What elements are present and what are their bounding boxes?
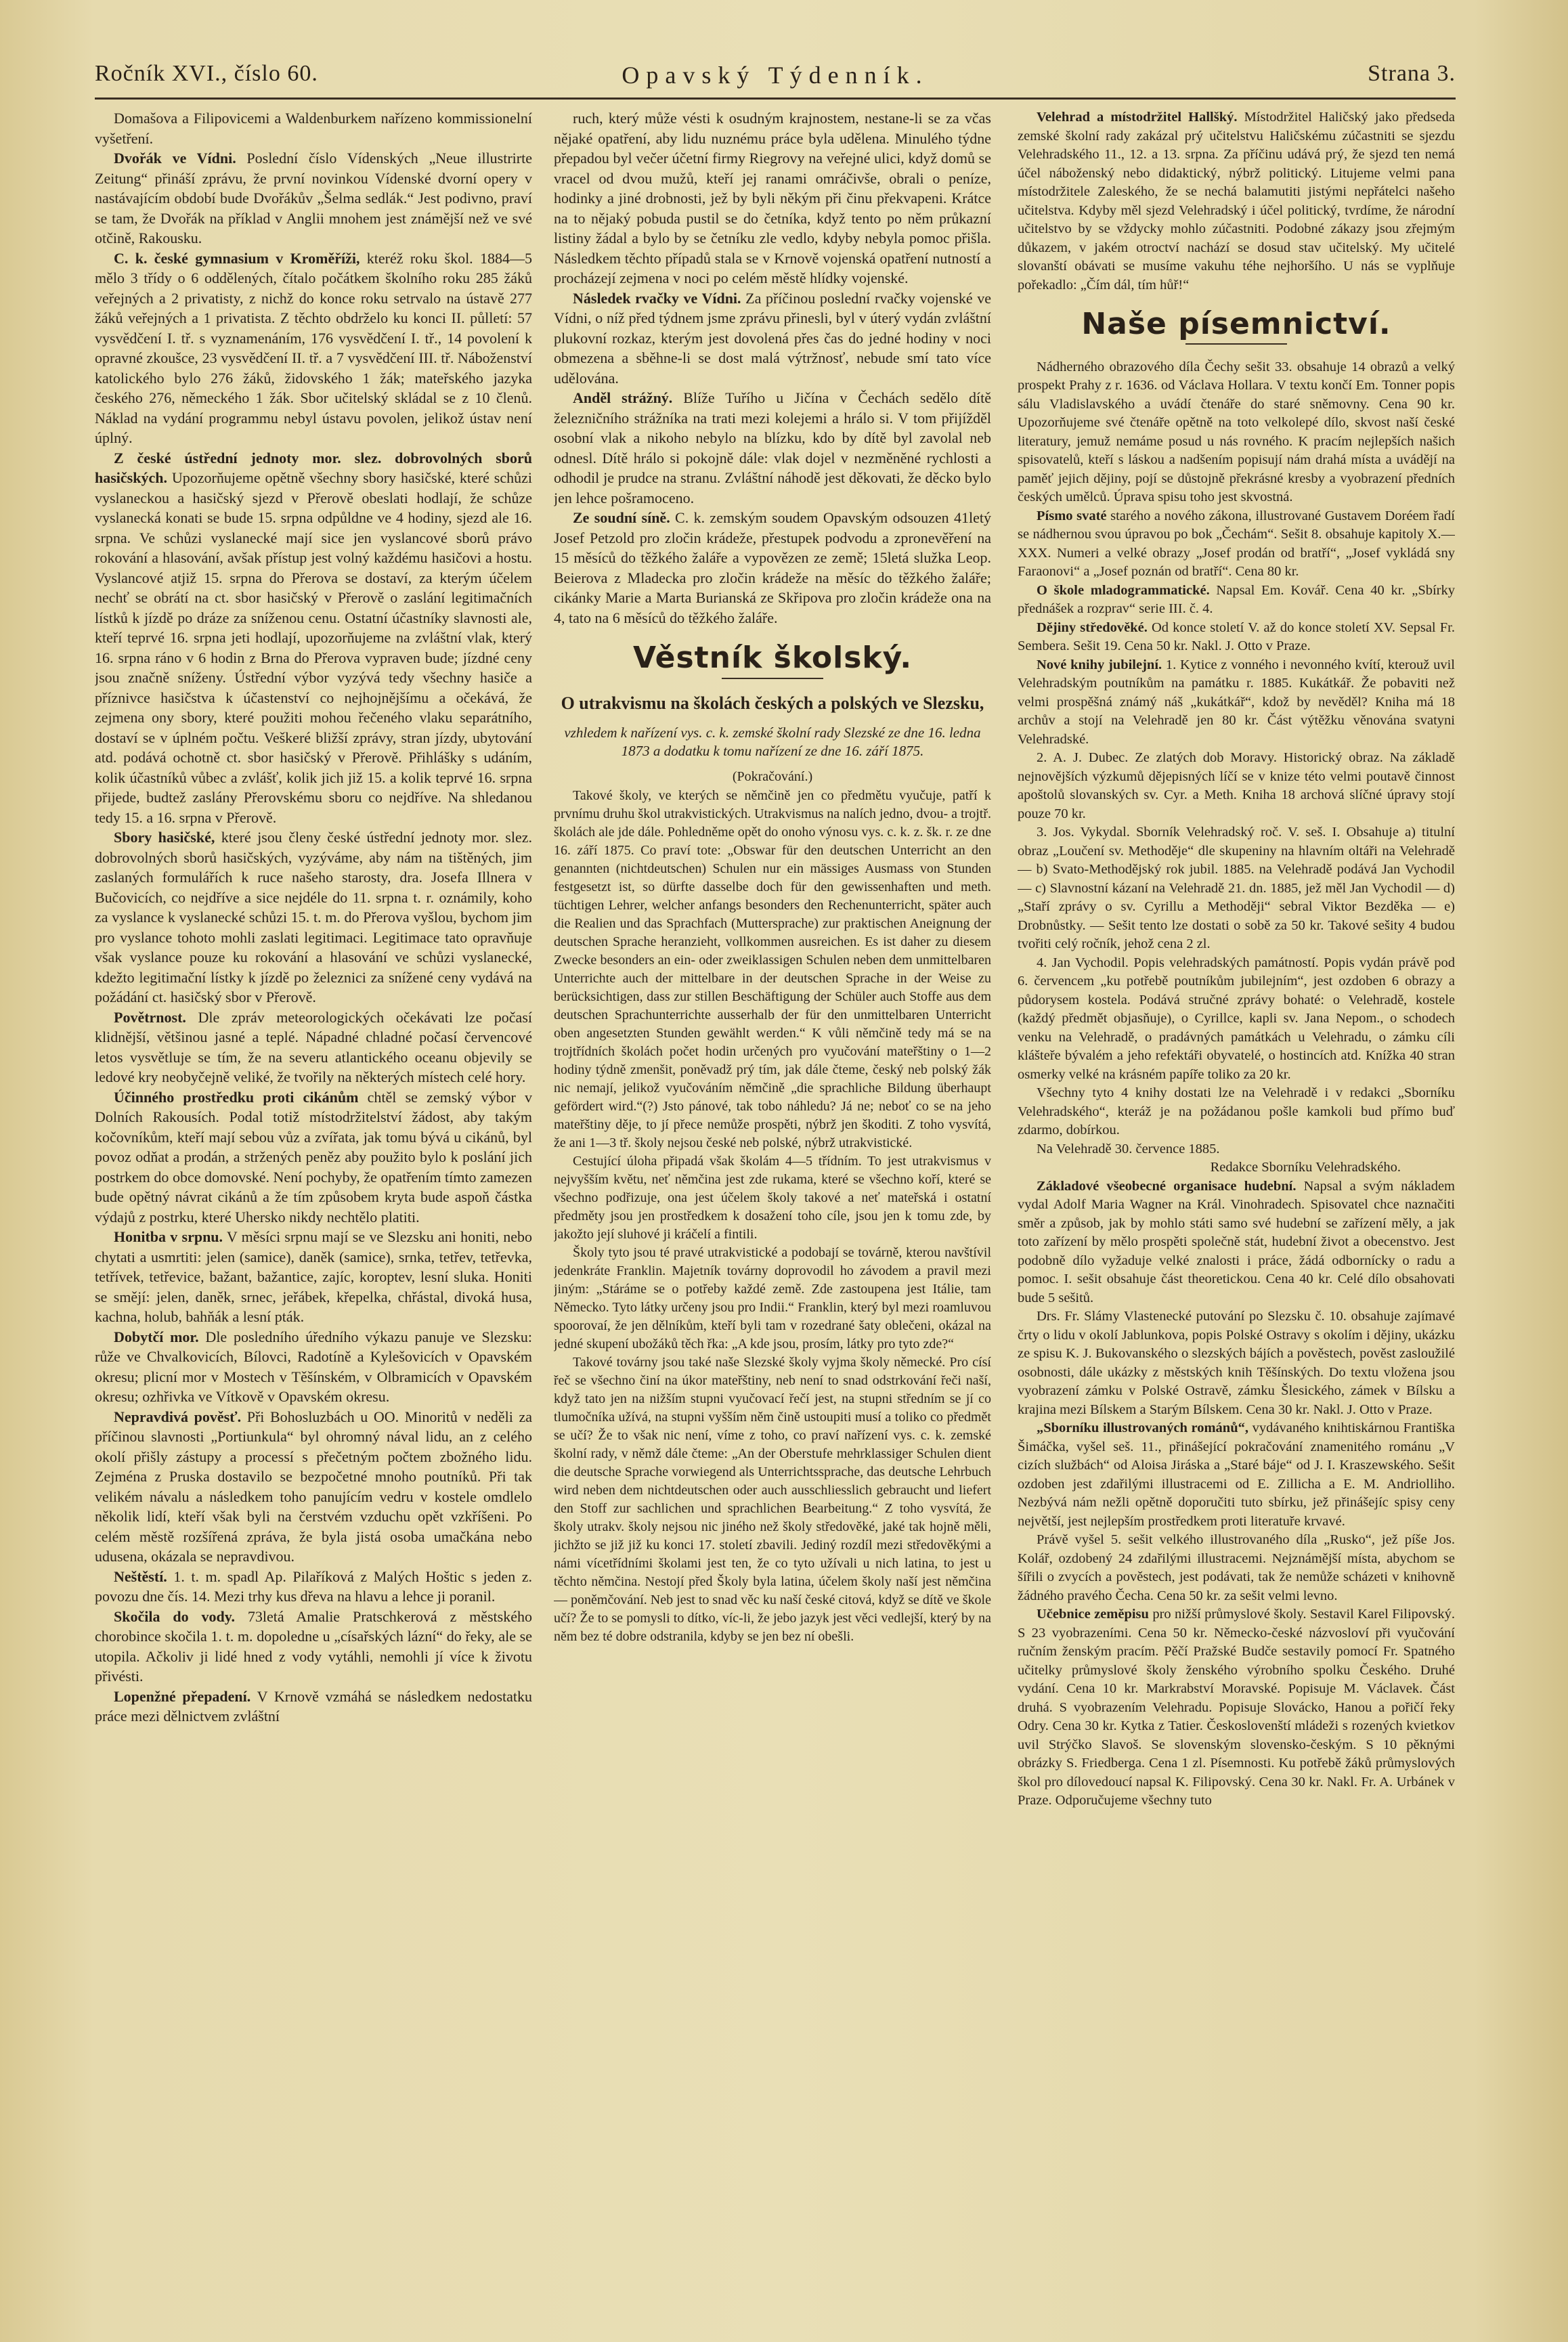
local-news-continued: [554, 108, 991, 628]
paragraph: [1018, 1531, 1455, 1605]
paragraph-heading: Následek rvačky ve Vídni.: [573, 289, 741, 307]
paragraph: [1018, 108, 1455, 295]
paragraph-text: Od konce století V. až do konce století XV. Sepsal Fr. Sembera. Sešit 19. Cena 50 kr. Nakl. J. Otto v Praze.: [1018, 620, 1455, 653]
paragraph: [95, 448, 532, 828]
paragraph-text: Blíže Tuřího u Jičína v Čechách sedělo dítě železničního strážníka na trati mezi kolejemi a hrálo si. V tom přijížděl osobní vlak a nikoho nebylo na blízku, kdo by dítě byl zavolal neb odnesl. Dítě hrálo si pokojně dále: vlak dojel v nezměněné rychlosti a odhodil je prudce na stranu. Zvláštní náhodě jest děkovati, že děcko bylo jen lehce pošramoceno.: [554, 389, 991, 506]
paragraph-text: 4. Jan Vychodil. Popis velehradských památností. Popis vydán právě pod 6. červencem „ku potřebě poutníkům jubilejním“, jest ozdoben 6 obrazy a půdorysem kostela. Podává stručné zprávy bohaté: o Velehradě, kostele (každý předmět objasňuje), o Cyrillce, kapli sv. Jana Nepom., o schodech venku na Velehradě, o pradávných památkách u Velehradu, o zámku cíli klášteře bývalém a jeho refektáři obyvatelé, o hostincích atd. Knížka 40 stran osmerky velké na krásném papíře toliko za 20 kr.: [1018, 955, 1455, 1082]
paragraph-text: Napsal a svým nákladem vydal Adolf Maria Wagner na Král. Vinohradech. Spisovatel chce naznačiti směr a způsob, jak by mohlo státi samo své hudební se zařízení měly, a jak toto zařízení by mělo prospěti společně stát, hudební život a obecenstvo. Jest podobně dílo vyžaduje velké znalosti i práce, žádá odbornícky o radu a pomoc. I. sešit obsahuje část theoretickou. Cena 40 kr. Celé dílo obsahovati bude 5 sešitů.: [1018, 1178, 1455, 1305]
paragraph: [554, 288, 991, 389]
paragraph-heading: Velehrad a místodržitel Hallšký.: [1037, 110, 1238, 125]
paragraph-text: C. k. zemským soudem Opavským odsouzen 41letý Josef Petzold pro zločin krádeže, přestupek podvodu a zpronevěření na 15 měsíců do těžkého žaláře a vypovězen ze země; 15letá služka Leop. Beierova z Mladecka pro zločin krádeže na měsíc do těžkého žaláře; cikánky Marie a Marta Burianská ze Skřipova pro zločin krádeže ona na 4, tato na 6 měsíců do těžkého žaláře.: [554, 509, 991, 626]
paragraph-heading: Nové knihy jubilejní.: [1037, 657, 1162, 672]
paragraph-text: které jsou členy české ústřední jednoty mor. slez. dobrovolných sborů hasičských, vyzýváme, aby nám na tištěných, jim zaslaných formulářích k ruce našeho starosty, dra. Josefa Illnera v Bučovicích, co nejdříve a sice nejdéle do 11. srpna t. r. oznámily, koho za vyslance k vyslanecké schůzi 15. t. m. do Přerova vyšlou, bychom jim pro vyslance tohoto mohli zaslati legitimaci. Legitimace tato opravňuje však vyslance pouze ku rokování a hlasování ve schůzi vyslanecké, kdežto legitimační lístky k jízdě po železnici za snížené ceny vydává na požádání ct. hasičský sbor v Přerově.: [95, 829, 532, 1005]
paragraph: [95, 1007, 532, 1087]
paragraph: [554, 108, 991, 288]
paragraph: [1018, 1177, 1455, 1308]
paragraph: [1018, 1158, 1455, 1177]
school-section-title: Věstník školský.: [632, 641, 913, 675]
paragraph: [1018, 1605, 1455, 1810]
paragraph-heading: Dobytčí mor.: [114, 1328, 199, 1345]
section-divider: [722, 678, 823, 679]
paragraph-text: chtěl se zemský výbor v Dolních Rakousích. Podal totiž místodržitelství žádost, aby takým kočovníkům, kteří mají sebou vůz a zvířata, jak tomu bývá u cikánů, byl povoz odňat a prodán, a stržených peněz aby použito bylo k poslání jich postrkem do obce domovské. Není pochyby, že opatřením tímto zamezen bude opětný návrat cikánů a že tím způsobem kryta bude aspoň částka výdajů z postrku, které Uhersko nikdy nechtělo platiti.: [95, 1088, 532, 1226]
paragraph-text: Za příčinou poslední rvačky vojenské ve Vídni, o níž před týdnem jsme zprávu přinesli, byl v úterý vydán zvláštní plukovní rozkaz, kterým jest dovolená přes čas do jedné hodiny v noci obmezena a sběhne-li se dost malá výtržnosť, nebude smí tato více udělována.: [554, 289, 991, 387]
paragraph: Školy tyto jsou té pravé utrakvistické a podobají se továrně, kterou navštívil jedenkráte Franklin. Majetník továrny doprovodil ho závodem a pravil mezi jiným: „Stáráme se o potřeby každé země. Zde zastoupena jest Itálie, tam Německo. Tyto látky určeny jsou pro Indii.“ Franklin, který byl mezi roamluvou spoorovaí, že jen dělníkům, kteří byli tam v rozedrané šaty oblečeni, okázal na jedné skupení ubožáků těch řka: „A kde jsou, prosím, látky pro tyto zde?“: [554, 1245, 991, 1351]
paragraph: [95, 1567, 532, 1607]
paragraph-heading: Účinného prostředku proti cikánům: [114, 1088, 359, 1106]
page-number: Strana 3.: [1368, 61, 1456, 86]
paragraph-heading: Z české ústřední jednoty mor. slez. dobrovolných sborů hasičských.: [95, 449, 532, 486]
paragraph-heading: Dvořák ve Vídni.: [114, 150, 236, 167]
paragraph-text: V Krnově vzmáhá se následkem nedostatku práce mezi dělnictvem zvláštní: [95, 1687, 532, 1725]
paragraph-text: 1. t. m. spadl Ap. Pilaříková z Malých Hoštic s jeden z. povozu dne čís. 14. Mezi trhy kus dřeva na hlavu a lehce ji poranil.: [95, 1567, 532, 1605]
section-divider: [1185, 343, 1287, 345]
paragraph-heading: Dějiny středověké.: [1037, 620, 1148, 635]
page-header: [95, 60, 1456, 100]
newspaper-title: Opavský Týdenník.: [622, 62, 929, 89]
paragraph-text: Redakce Sborníku Velehradského.: [1210, 1160, 1401, 1175]
school-article-body: [554, 787, 991, 1646]
paragraph-text: Dle posledního úředního výkazu panuje ve Slezsku: růže ve Chvalkovicích, Bílovci, Radotíně a Kylešovicích v Opavském okresu; plicní mor v Mostech v Těšínském, v Olbramicích v Opavském okresu; ozhřivka ve Vítkově v Opavském okresu.: [95, 1328, 532, 1405]
paragraph-heading: Sbory hasičské,: [114, 829, 215, 846]
school-article-title: O utrakvismu na školách českých a polských ve Slezsku,: [561, 693, 984, 713]
paragraph-text: Místodržitel Haličský jako předseda zemské školní rady zakázal prý učitelstvu Haličskému zúčastniti se sjezdu Velehradského 11., 12. a 13. srpna. Za příčinu udává prý, že sjezd ten nemá účel náboženský nebo didaktický, nýbrž politický. Litujeme velmi pana místodržitele Zaleského, že se nechá balamutiti jistými nepřátelci našeho učitelstva. Kdyby měl sjezd Velehradský i účel politický, tvrdíme, že národní učitelstvo by se vždycky mohlo zúčastniti. Podobné zákazy jsou zřejmým důkazem, v jakém otroctví nachází se dosud stav učitelský. My učitelé slovanští obávati se musíme vakuhu téhe nejhoršího. U nás se vyplňuje pořekadlo: „Čím dál, tím hůř!“: [1018, 110, 1455, 292]
paragraph-text: V měsíci srpnu mají se ve Slezsku ani honiti, nebo chytati a usmrtiti: jelen (samice), daněk (samice), srnka, tetřev, tetřevka, tetřívek, tetřevice, bažant, bažantice, zajíc, koroptev, lesní sluka. Honiti se smějí: jelen, daněk, srnec, jeřábek, křepelka, chřástal, divoká husa, kachna, holub, bahňák a lesní pták.: [95, 1228, 532, 1325]
literature-section-title: Naše písemnictví.: [1081, 307, 1391, 341]
paragraph: [1018, 358, 1455, 507]
paragraph-heading: Písmo svaté: [1037, 508, 1107, 523]
paragraph-heading: Ze soudní síně.: [573, 509, 670, 526]
column-left: [95, 108, 532, 2309]
paragraph: [1018, 582, 1455, 619]
paragraph-text: ruch, který může vésti k osudným krajnostem, nestane-li se za včas nějaké opatření, aby lidu nuznému práce byla udělena. Minulého týdne přepadou byl večer účetní firmy Riegrovy na veřejné ulici, když domů se vracel od dvou mužů, kteří jej ranami omráčivše, obrali o peníze, hodinky a jiné drobnosti, jež by byli někým při činu překvapeni. Krátce na to nějaký pobuda pustil se do četníka, když tento po něm průkazní listiny žádal a bylo by se četníku zle vedlo, kdyby nebyla pomoc přišla. Následkem těchto případů stala se v Krnově vojenská opatření nutností a procházejí zejmena v noci po celém městě hlídky vojenské.: [554, 110, 991, 286]
paragraph-text: Dle zpráv meteorologických očekávati lze počasí klidnější, většinou jasné a teplé. Nápadné chladné počasí červencové letos vysvětluje se tím, že na severu atlantického oceanu objevily se ledové kry neobyčejně veliké, že tvořily na některých místech celé hory.: [95, 1008, 532, 1085]
paragraph: [1018, 823, 1455, 954]
paragraph-text: vydávaného knihtiskárnou Františka Šimáčka, vyšel seš. 11., přinášející pokračování znamenitého románu „V cizích službách“ od Aloisa Jiráska a „Staré báje“ od J. I. Kraszewského. Sešit ozdoben jest zdařilými illustracemi od E. Zillicha a E. M. Andriolliho. Nezbývá nám nežli opětně doporučiti tuto sbírku, jež přinášejíc spisy ceny největší, jest nejlepším prostředkem proti literatuře krvavé.: [1018, 1421, 1455, 1529]
paragraph-heading: Základové všeobecné organisace hudební.: [1037, 1178, 1297, 1194]
paragraph: [95, 1087, 532, 1228]
paragraph-text: 3. Jos. Vykydal. Sborník Velehradský roč. V. seš. I. Obsahuje a) titulní obraz „Loučení sv. Methoděje“ dle skupeniny na hlavním oltáři na Velehradě — b) Svato-Methodějský rok jubil. 1885. na Velehradě podává Jan Vychodil — c) Slavnostní kázaní na Velehradě 21. dn. 1885, jež měl Jan Vychodil — d) „Staří zprávy o sv. Cyrillu a Methoději“ sebral Viktor Bezděka — e) Drobnůstky. — Sešit tento lze dostati o sobě za 50 kr. Takové sešity 4 budou tvořiti celý ročník, jehož cena 2 zl.: [1018, 825, 1455, 951]
paragraph: [1018, 1419, 1455, 1531]
paragraph-text: kteréž roku škol. 1884—5 mělo 3 třídy o 6 oddělených, čítalo počátkem školního roku 285 žáků veřejných a 2 privatisty, z nichž do konce roku setrvalo na ústavě 277 žáků veřejných a 1 privatista. Z těchto obdrželo ku konci II. půlletí: 57 vysvědčení I. tř. s vyznamenáním, 176 vysvědčení I. tř., 14 povolení k opravné zkoušce, 23 vysvědčení II. tř. a 7 vysvědčení III. tř. Náboženství katolického bylo 276 žáků, židovského 1 žák; mateřského jazyka českého 276, německého 1 žák. Sbor učitelský skládal se z 10 členů. Náklad na vydání programmu nebyl ústavu povolen, jelikož ústav není úplný.: [95, 249, 532, 446]
paragraph: [95, 248, 532, 448]
paragraph-text: Na Velehradě 30. července 1885.: [1037, 1141, 1220, 1156]
column-right: [1018, 108, 1455, 2309]
paragraph-text: Domašova a Filipovicemi a Waldenburkem nařízeno kommissionelní vyšetření.: [95, 110, 532, 147]
paragraph-text: Drs. Fr. Slámy Vlastenecké putování po Slezsku č. 10. obsahuje zajímavé črty o lidu v okolí Jablunkova, popis Polské Ostravy s okolím i dějiny, ukázku ze spisu K. J. Bukovanského o slezských bájích a pověstech, pověst zasloužilé osobnosti, dále ukázky z městských knih Těšínských. Do textu vložena jsou vyobrazení zámku v Polské Ostravě, zámku Šlesického, zámek v Bílsku a krajina mezi Bílskem a Starým Bílskem. Cena 30 kr. Nakl. J. Otto v Praze.: [1018, 1309, 1455, 1417]
paragraph: [95, 1227, 532, 1327]
paragraph: Takové školy, ve kterých se němčině jen co předmětu vyučuje, patří k prvnímu druhu škol utrakvistických. Utrakvismus na nalích jedno, dvou- a trojtř. školách ale jde dále. Pohledněme opět do onoho výnosu vys. c. k. z. šk. r. ze dne 16. září 1875. Co praví tote: „Obswar für den deutschen Unterricht an den genannten (nichtdeutschen) Schulen nur ein mässiges Ausmass von Stunden festgesetzt ist, so dürfte dasselbe doch für den gewissenhaften und meth. tüchtigen Lehrer, welcher anfangs besonders den Rechenunterricht, später auch die Realien und das Sprachfach (Muttersprache) zur praktischen Aneignung der deutschen Sprache heranzieht, vollkommen ausreichen. Es ist daher zu diesem Zwecke besonders an ein- oder zweiklassigen Schulen neben dem unmittelbaren Unterrichte auch der mittelbare in der deutschen Sprache in der Weise zu berücksichtigen, dass zur stillen Beschäftigung der Schüler auch Stoffe aus dem deutschen Sprachunterrichte ausserhalb der für den unmittelbaren Unterricht oben angesetzten Stunden gewählt werden.“ K vůli němčině tedy má se na trojtřídních školách počet hodin určených pro vyučování mateřštiny o 1—2 hodiny týdně zmenšit, poněvadž prý tím, jak dále čteme, český neb polský žák nic nemají, jelikož vyučováním němčině „die sprachliche Bildung überhaupt gefördert wird.“(?) Jsto pánové, tak tobo náhledu? Já ne; neboť co se na jeho mateřštiny děje, to jí přece nemůže prospěti, nýbrž jen škoditi. Z toho vysvítá, že ani 1—3 tř. školy nejsou české neb polské, nýbrž utrakvistické.: [554, 788, 991, 1150]
paragraph-heading: Neštěstí.: [114, 1567, 167, 1585]
paragraph-heading: Lopenžné přepadení.: [114, 1687, 251, 1705]
paragraph: [95, 1327, 532, 1407]
paragraph-text: Poslední číslo Vídenských „Neue illustrirte Zeitung“ přináší zprávu, že první novinkou Vídenské dvorní opery v nastávajícím období bude Dvořákův „Šelma sedlák.“ Jest podivno, praví se tam, že Dvořák na příklad v Anglii mnohem jest známější než ve své otčině, Rakousku.: [95, 150, 532, 246]
issue-info: Ročník XVI., číslo 60.: [95, 61, 318, 86]
paragraph-heading: Povětrnost.: [114, 1008, 186, 1026]
paragraph: [554, 508, 991, 628]
literature-body: [1018, 358, 1455, 1810]
paragraph-text: 73letá Amalie Pratschkerová z městského chorobince skočila 1. t. m. dopoledne u „císařských lázní“ do řeky, ale se utopila. Ačkoliv ji lidé hned z vody vytáhli, nemohli jí více k životu přivésti.: [95, 1607, 532, 1685]
paragraph: [1018, 619, 1455, 656]
paragraph: [1018, 1084, 1455, 1140]
paragraph: [95, 1607, 532, 1687]
continuation-mark: (Pokračování.): [732, 768, 813, 784]
paragraph-text: starého a nového zákona, illustrované Gustavem Doréem řadí se nádhernou svou úpravou po bok „Čechám“. Sešit 8. obsahuje kapitoly X.—XXX. Numeri a velké obrazy „Josef prodán od bratří“, „Josef vykládá sny Faraonovi“ a „Josef poznán od bratří“. Cena 80 kr.: [1018, 508, 1455, 579]
paragraph: [95, 1687, 532, 1727]
paragraph-heading: Učebnice zeměpisu: [1037, 1607, 1149, 1622]
paragraph-text: Napsal Em. Kovář. Cena 40 kr. „Sbírky přednášek a rozprav“ serie III. č. 4.: [1018, 582, 1455, 616]
column-middle: [554, 108, 991, 2309]
velehrad-news: [1018, 108, 1455, 295]
paragraph-heading: „Sborníku illustrovaných románů“,: [1037, 1421, 1248, 1435]
paragraph-heading: Anděl strážný.: [573, 389, 673, 406]
paragraph-heading: O škole mladogrammatické.: [1037, 582, 1210, 598]
paragraph: [1018, 656, 1455, 750]
paragraph: [1018, 1307, 1455, 1419]
paragraph: Takové továrny jsou také naše Slezské školy vyjma školy německé. Pro císí řeč se všechno činí na úkor mateřštiny, neb není to snad odstrkování řeči naší, když tato jen na nižším stupni vyučovací řečí jest, na stupni středním se jí co tlumočníka užívá, na stupni vyšším něm čině ustoupiti musí a toliko co předmět se učí? Že to však nic není, víme z toho, co praví nařízení vys. c. k. zemské školní rady, v němž dále čteme: „An der Oberstufe mehrklassiger Schulen dient die deutsche Sprache vorwiegend als Unterrichtssprache, das deutsche Lehrbuch wird neben dem nichtdeutschen oder auch ausschliesslich gebraucht und liefert den Stoff zur sachlichen und sprachlichen Bearbeitung.“ Z toho vysvítá, že školy utrakv. školy nejsou nic jiného než školy středověké, jaké tak hojně měli, jichžto se již již ku konci 17. století zbavili. Jediný rozdíl mezi středověkými a námi vícetřídními školami jest ten, že co tyto užívali u nich latina, to jest u těchto němčina. Nestojí před Školy byla latina, účelem školy naší jest němčina — poněmčování. Neb jest to snad věc ku naší české citová, když se dítě ve škole učí? Že to se pomysli to dítko, víc-li, že jebo jazyk jest věci vedlejší, který by na něm bez té dobre odstranila, kdyby se jen bez ní obešli.: [554, 1355, 991, 1644]
paragraph: [95, 108, 532, 148]
paragraph-heading: Nepravdivá pověsť.: [114, 1408, 242, 1425]
paragraph-text: Nádherného obrazového díla Čechy sešit 33. obsahuje 14 obrazů a velký prospekt Prahy z r. 1636. od Václava Hollara. V textu končí Em. Tonner popis sálu Vladislavského a uvádí čtenáře do staré sněmovny. Cena 90 kr. Upozorňujeme své čtenáře opětně na toto velkolepé dílo, skvost naší české literatury, jemuž nemáme posud u nás rovného. K pracím nejlepších našich spisovatelů, kteří s láskou a nadšením popisují nám drahá místa a uvádějí na paměť jejich dějiny, pojí se důstojně překrásné kresby a vyobrazení předních českých umělců. Úprava spisu toho jest skvostná.: [1018, 359, 1455, 504]
school-article-note: vzhledem k nařízení vys. c. k. zemské školní rady Slezské ze dne 16. ledna 1873 a dodatku k tomu nařízení ze dne 16. září 1875.: [564, 724, 981, 759]
paragraph-text: Upozorňujeme opětně všechny sbory hasičské, které schůzi vyslaneckou a hasičský sjezd v Přerově obeslati hodlají, že schůze vyslanecká konati se bude 15. srpna odpůldne ve 4 hodiny, sjezd ale 16. srpna. Ve schůzi vyslanecké mají sice jen vyslancové sborů právo rokování a hlasování, avšak přístup jest volný každému hasičovi a hostu. Vyslancové atjiž 15. srpna do Přerova se dostaví, za kterým účelem nechť se obrátí na ct. sbor hasičský v Přerově o zaslání legitimačních lístků k jízdě po dráze za sníženou cenu. Ostatní účastníky slavnosti ale, kteří teprvé 16. srpna jeti hodlají, upozorňujeme na zvláštní vlak, který 16. srpna ráno v 6 hodin z Brna do Přerova vypraven bude; jízdné ceny jsou značně sníženy. Ústřední výbor vyzývá tedy všechny hasiče a příznivce hasičstva k účastenství co nejhojnějšímu a očekává, že zejmena ony sbory, které použiti mohou řečeného vlaku separátního, dostaví se v úplném počtu. Veškeré bližší zprávy, stran jízdy, ubytování atd. podává ochotně ct. sbor hasičský v Přerově. Přihlášky s udáním, kolik účastníků vůbec a zvlášť, kolik jich již 15. a kolik teprvé 16. srpna přijede, budtež zaslány Přerovskému sboru co nejdříve. Na shledanou tedy 15. a 16. srpna v Přerově.: [95, 469, 532, 826]
paragraph: [1018, 954, 1455, 1085]
paragraph: [95, 148, 532, 248]
paragraph: Cestující úloha připadá však školám 4—5 třídním. To jest utrakvismus v nejvyšším květu, neť němčina jest zde rukama, které se všechno koří, které se všechno podřizuje, ona jest účelem školy takové a neť mateřská i ostatní předměty jsou jen prostředkem k dosažení toho cíle, jsou jen k tomu zde, by jakožto její sluhové ji kráčelí a fintili.: [554, 1154, 991, 1242]
paragraph-heading: C. k. české gymnasium v Kroměříži,: [114, 249, 360, 267]
paragraph-text: 1. Kytice z vonného i nevonného kvítí, kterouž uvil Velehradským poutníkům na památku r. 1885. Kukátkář. Že pobaviti než velmi prospěšná známý náš „kukátkář“, kdož by nevěděl? Kniha má 18 archův a stojí na Velehradě jen 80 kr. Část výtěžku věnována svatyni Velehradské.: [1018, 657, 1455, 747]
paragraph-text: pro nižší průmyslové školy. Sestavil Karel Filipovský. S 23 vyobrazeními. Cena 50 kr. Německo-české názvosloví při vyučování ručním ženským pracím. Pěčí Pražské Budče sestavily pomocí Fr. Spatného učitelky průmyslové školy ženského výrobního spolku Českého. Druhé vydání. Cena 10 kr. Markrabství Moravské. Popisuje M. Václavek. Část druhá. S vyobrazením Velehradu. Popisuje Slovácko, Hanou a pořičí řeky Odry. Cena 30 kr. Kytka z Tatier. Českoslovenští mládeži s rozených kvietkov uvil Strýčko Slavoš. Se slovenským slovensko-českým. S 10 pěknými obrázky S. Friedberga. Cena 1 zl. Písemnosti. Ku potřebě žáků průmyslových škol pro dílovedoucí napsal K. Filipovský. Cena 30 kr. Nakl. Fr. A. Urbánek v Praze. Odporučujeme všechny tuto: [1018, 1607, 1455, 1808]
paragraph-heading: Skočila do vody.: [114, 1607, 235, 1625]
paragraph-text: Právě vyšel 5. sešit velkého illustrovaného díla „Rusko“, jež píše Jos. Kolář, ozdobený 24 zdařilými illustracemi. Nejznámější místa, abychom se šířili o zvycích a pověstech, jest podávati, tak že nemůže scházeti v knihovně žádného pravého Čecha. Cena 50 kr. za sešit velmi levno.: [1018, 1532, 1455, 1603]
paragraph-heading: Honitba v srpnu.: [114, 1228, 223, 1245]
paragraph: [95, 1407, 532, 1567]
paragraph: [554, 388, 991, 508]
paragraph-text: Při Bohosluzbách u OO. Minoritů v neděli za příčinou slavnosti „Portiunkula“ byl ohromný nával lidu, an z celého okolí přišly zástupy a processí s přečetným počtem zbožného lidu. Zejména z Pruska dostavilo se bezpočetné mnoho poutníků. Při tak velikém návalu a následkem toho panujícím vedru v kostele omdlelo několik lidí, kteří však byli na čerstvém vzduchu opět vzkříšeni. Po celém městě rozšířená zpráva, že byla jistá osoba umačkána nebo udusena, okázala se nepravdivou.: [95, 1408, 532, 1565]
paragraph: [95, 827, 532, 1007]
paragraph: [1018, 1140, 1455, 1159]
paragraph-text: 2. A. J. Dubec. Ze zlatých dob Moravy. Historický obraz. Na základě nejnovějších výzkumů dějepisných líčí se v knize této velmi poutavě činnost apoštolů slovanských sv. Cyr. a Meth. Kniha 18 archová slíčné úpravy stojí pouze 70 kr.: [1018, 750, 1455, 821]
paragraph-text: Všechny tyto 4 knihy dostati lze na Velehradě i v redakci „Sborníku Velehradského“, kteráž je na požádanou pošle kamkoli bud přímo buď zdarmo, dobírkou.: [1018, 1085, 1455, 1137]
paragraph: [1018, 749, 1455, 823]
paragraph: [1018, 507, 1455, 582]
